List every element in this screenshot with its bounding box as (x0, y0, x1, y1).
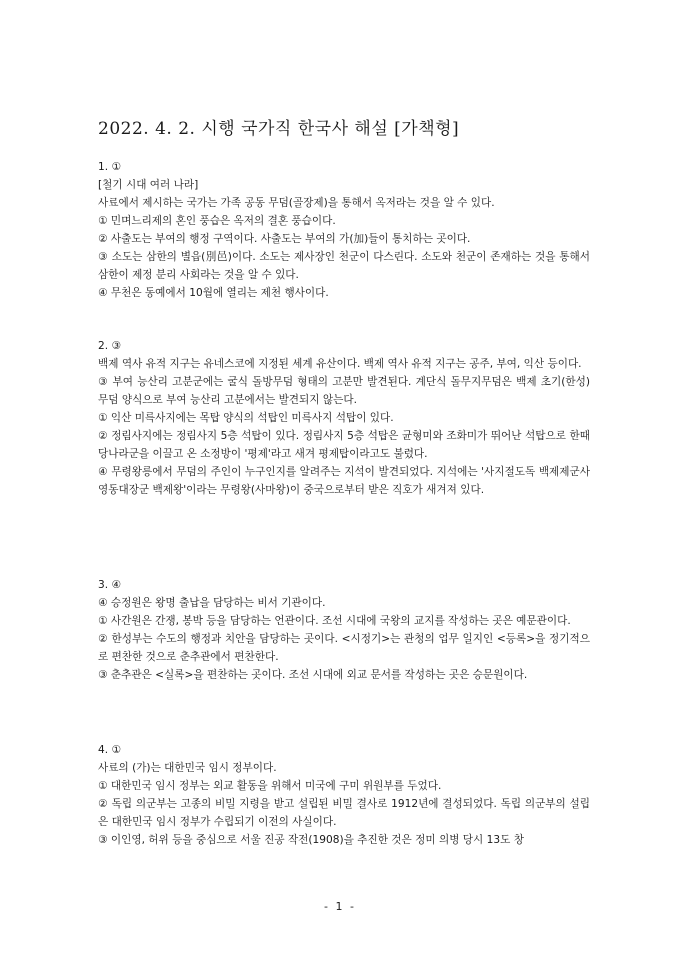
question-3 (98, 576, 590, 684)
question-4 (98, 741, 590, 849)
text-line: 백제 역사 유적 지구는 유네스코에 지정된 세계 유산이다. 백제 역사 유적 지구는 공주, 부여, 익산 등이다. (98, 358, 582, 370)
text-line: ① 민며느리제의 혼인 풍습은 옥저의 결혼 풍습이다. (98, 215, 336, 227)
text-line: 사료의 (가)는 대한민국 임시 정부이다. (98, 762, 277, 774)
text-line: ② 사출도는 부여의 행정 구역이다. 사출도는 부여의 가(加)들이 통치하는 곳이다. (98, 233, 471, 245)
answer-number: 2. ③ (98, 340, 121, 352)
document-title: 2022. 4. 2. 시행 국가직 한국사 해설 [가책형] (98, 119, 460, 139)
text-line: ② 독립 의군부는 고종의 비밀 지령을 받고 설립된 비밀 결사로 1912년에 결성되었다. 독립 의군부의 설립은 대한민국 임시 정부가 수립되기 이전의 사실이다. (98, 798, 590, 828)
answer-number: 4. ① (98, 744, 121, 756)
text-line: ③ 소도는 삼한의 별읍(別邑)이다. 소도는 제사장인 천군이 다스린다. 소도와 천군이 존재하는 것을 통해서 삼한이 제정 분리 사회라는 것을 알 수 있다. (98, 251, 590, 281)
page-number: - 1 - (324, 900, 356, 913)
text-line: ③ 부여 능산리 고분군에는 굴식 돌방무덤 형태의 고분만 발견된다. 계단식 돌무지무덤은 백제 초기(한성) 무덤 양식으로 부여 능산리 고분에서는 발견되지 않는다. (98, 376, 590, 406)
text-line: ② 정림사지에는 정림사지 5층 석탑이 있다. 정림사지 5층 석탑은 균형미와 조화미가 뛰어난 석탑으로 한때 당나라군을 이끌고 온 소정방이 '평제'라고 새겨 평제탑이라고도 불렸다. (98, 430, 590, 460)
text-line: ① 대한민국 임시 정부는 외교 활동을 위해서 미국에 구미 위원부를 두었다. (98, 780, 442, 792)
text-line: ④ 무천은 동예에서 10월에 열리는 제천 행사이다. (98, 287, 329, 299)
text-line: ④ 무령왕릉에서 무덤의 주인이 누구인지를 알려주는 지석이 발견되었다. 지석에는 '사지절도독 백제제군사 영동대장군 백제왕'이라는 무령왕(사마왕)이 중국으로부터 받은 직호가 새겨져 있다. (98, 466, 590, 496)
text-line: [철기 시대 여러 나라] (98, 179, 199, 191)
question-2 (98, 337, 590, 499)
text-line: ③ 이인영, 허위 등을 중심으로 서울 진공 작전(1908)을 추진한 것은 정미 의병 당시 13도 창 (98, 834, 524, 846)
text-line: ① 사간원은 간쟁, 봉박 등을 담당하는 언관이다. 조선 시대에 국왕의 교지를 작성하는 곳은 예문관이다. (98, 615, 571, 627)
text-line: 사료에서 제시하는 국가는 가족 공동 무덤(골장제)을 통해서 옥저라는 것을 알 수 있다. (98, 197, 495, 209)
text-line: ② 한성부는 수도의 행정과 치안을 담당하는 곳이다. <시정기>는 관청의 업무 일지인 <등록>을 정기적으로 편찬한 것으로 춘추관에서 편찬한다. (98, 633, 590, 663)
answer-number: 1. ① (98, 161, 121, 173)
text-line: ① 익산 미륵사지에는 목탑 양식의 석탑인 미륵사지 석탑이 있다. (98, 412, 394, 424)
text-line: ③ 춘추관은 <실록>을 편찬하는 곳이다. 조선 시대에 외교 문서를 작성하는 곳은 승문원이다. (98, 669, 528, 681)
answer-number: 3. ④ (98, 579, 121, 591)
question-1 (98, 158, 590, 302)
text-line: ④ 승정원은 왕명 출납을 담당하는 비서 기관이다. (98, 597, 326, 609)
